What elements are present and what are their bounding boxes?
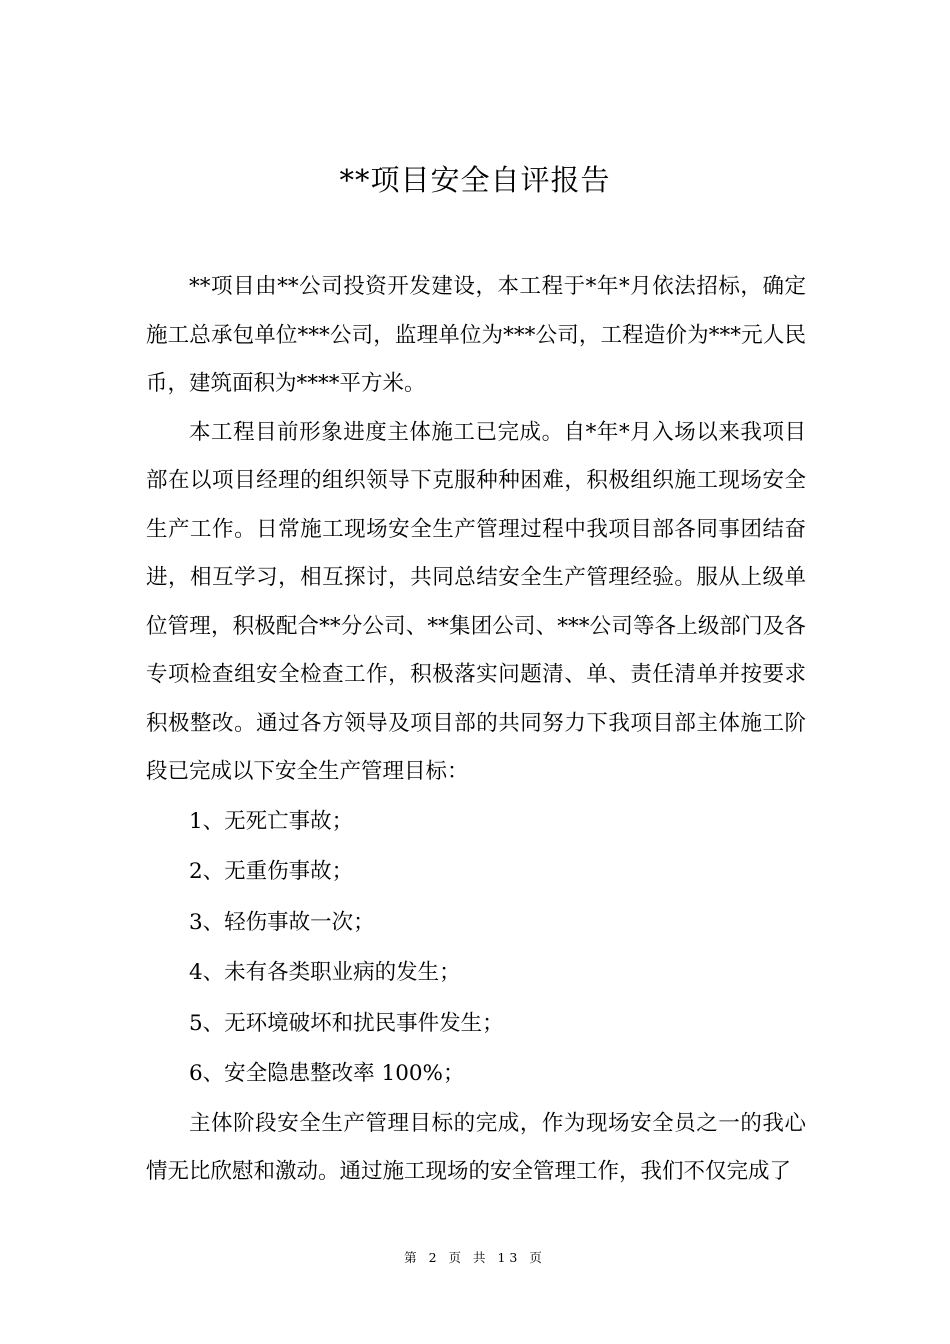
list-item: 4、未有各类职业病的发生； [189, 960, 461, 985]
list-item: 3、轻伤事故一次； [189, 909, 375, 935]
list-item: 2、无重伤事故； [189, 859, 354, 884]
document-body [146, 263, 806, 1197]
list-item: 1、无死亡事故； [189, 808, 354, 834]
list-item: 6、安全隐患整改率 100%； [189, 1061, 465, 1086]
list-item: 5、无环境破坏和扰民事件发生； [189, 1010, 504, 1036]
paragraph-project-overview: **项目由**公司投资开发建设，本工程于*年*月依法招标，确定施工总承包单位***公司，监理单位为***公司，工程造价为***元人民币，建筑面积为****平方米。 [146, 274, 806, 396]
paragraph-closing: 主体阶段安全生产管理目标的完成，作为现场安全员之一的我心情无比欣慰和激动。通过施工现场的安全管理工作，我们不仅完成了 [146, 1110, 806, 1184]
paragraph-progress-summary: 本工程目前形象进度主体施工已完成。自*年*月入场以来我项目部在以项目经理的组织领导下克服种种困难，积极组织施工现场安全生产工作。日常施工现场安全生产管理过程中我项目部各同事团结奋进，相互学习，相互探讨，共同总结安全生产管理经验。服从上级单位管理，积极配合**分公司、**集团公司、***公司等各上级部门及各专项检查组安全检查工作，积极落实问题清、单、责任清单并按要求积极整改。通过各方领导及项目部的共同努力下我项目部主体施工阶段已完成以下安全生产管理目标： [146, 419, 806, 784]
document-title: **项目安全自评报告 [339, 163, 611, 197]
safety-goals-list [146, 797, 806, 1100]
page-number-footer: 第 2 页 共 13 页 [404, 1250, 546, 1265]
